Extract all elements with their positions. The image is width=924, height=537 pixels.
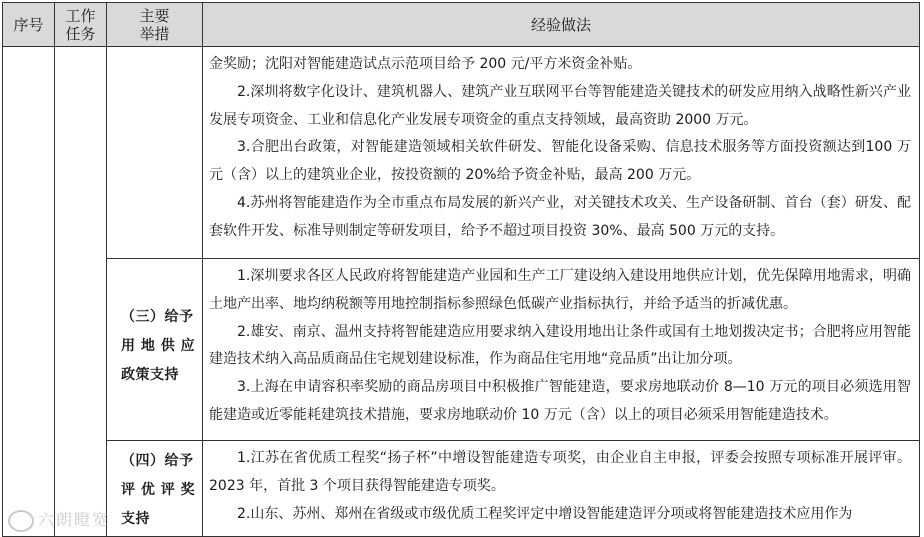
paragraph: 2.山东、苏州、郑州在省级或市级优质工程奖评定中增设智能建造评分项或将智能建造技术应用作为 (237, 505, 853, 522)
paragraph: 金奖励；沈阳对智能建造试点示范项目给予 200 元/平方米资金补贴。 (209, 56, 642, 72)
paragraph: 1.深圳要求各区人民政府将智能建造产业园和生产工厂建设纳入建设用地供应计划，优先保障用地需求，明确土地产出率、地均纳税额等用地控制指标参照绿色低碳产业指标执行，并给予适当的折减优惠。 (209, 268, 911, 312)
watermark-logo-icon (8, 510, 34, 532)
header-serial: 序号 (3, 3, 55, 47)
measure-cell: （四）给予 评 优 评 奖 支持 (107, 441, 203, 537)
measure-cell: （三）给予 用 地 供 应 政策支持 (107, 259, 203, 441)
table-row (3, 259, 920, 441)
header-task: 工作 任务 (55, 3, 107, 47)
paragraph: 2.雄安、南京、温州支持将智能建造应用要求纳入建设用地出让条件或国有土地划拨决定书；合肥将应用智能建造技术纳入高品质商品住宅规划建设标准，作为商品住宅用地“竞品质”出让加分项。 (209, 323, 911, 368)
paragraph: 3.上海在申请容积率奖励的商品房项目中积极推广智能建造，要求房地联动价 8—10 万元的项目必须选用智能建造或近零能耗建筑技术措施，要求房地联动价 10 万元（含）以上的项目必须采用智能建造技术。 (209, 379, 911, 423)
table-row (3, 441, 920, 537)
header-measure: 主要 举措 (107, 3, 203, 47)
header-experience: 经验做法 (203, 3, 920, 47)
table-row (3, 47, 920, 259)
paragraph: 4.苏州将智能建造作为全市重点布局发展的新兴产业，对关键技术攻关、生产设备研制、首台（套）研发、配套软件开发、标准导则制定等研发项目，给予不超过项目投资 30%、最高 500 万元的支持。 (209, 194, 911, 239)
paragraph: 1.江苏在省优质工程奖“扬子杯”中增设智能建造专项奖，由企业自主申报，评委会按照专项标准开展评审。2023 年，首批 3 个项目获得智能建造专项奖。 (209, 450, 911, 494)
paragraph: 3.合肥出台政策，对智能建造领域相关软件研发、智能化设备采购、信息技术服务等方面投资额达到100 万元（含）以上的建筑业企业，按投资额的 20%给予资金补贴，最高 200 万元。 (209, 139, 911, 184)
experience-cell (203, 259, 920, 441)
header-row (3, 3, 920, 47)
task-cell (55, 47, 107, 537)
experience-cell (203, 441, 920, 537)
watermark: 六朗瞪宽 (8, 507, 110, 532)
serial-cell (3, 47, 55, 537)
paragraph: 2.深圳将数字化设计、建筑机器人、建筑产业互联网平台等智能建造关键技术的研发应用纳入战略性新兴产业发展专项资金、工业和信息化产业发展专项资金的重点支持领域，最高资助 2000 万元。 (209, 83, 911, 128)
experience-table (2, 2, 920, 537)
experience-cell (203, 47, 920, 259)
measure-cell (107, 47, 203, 259)
